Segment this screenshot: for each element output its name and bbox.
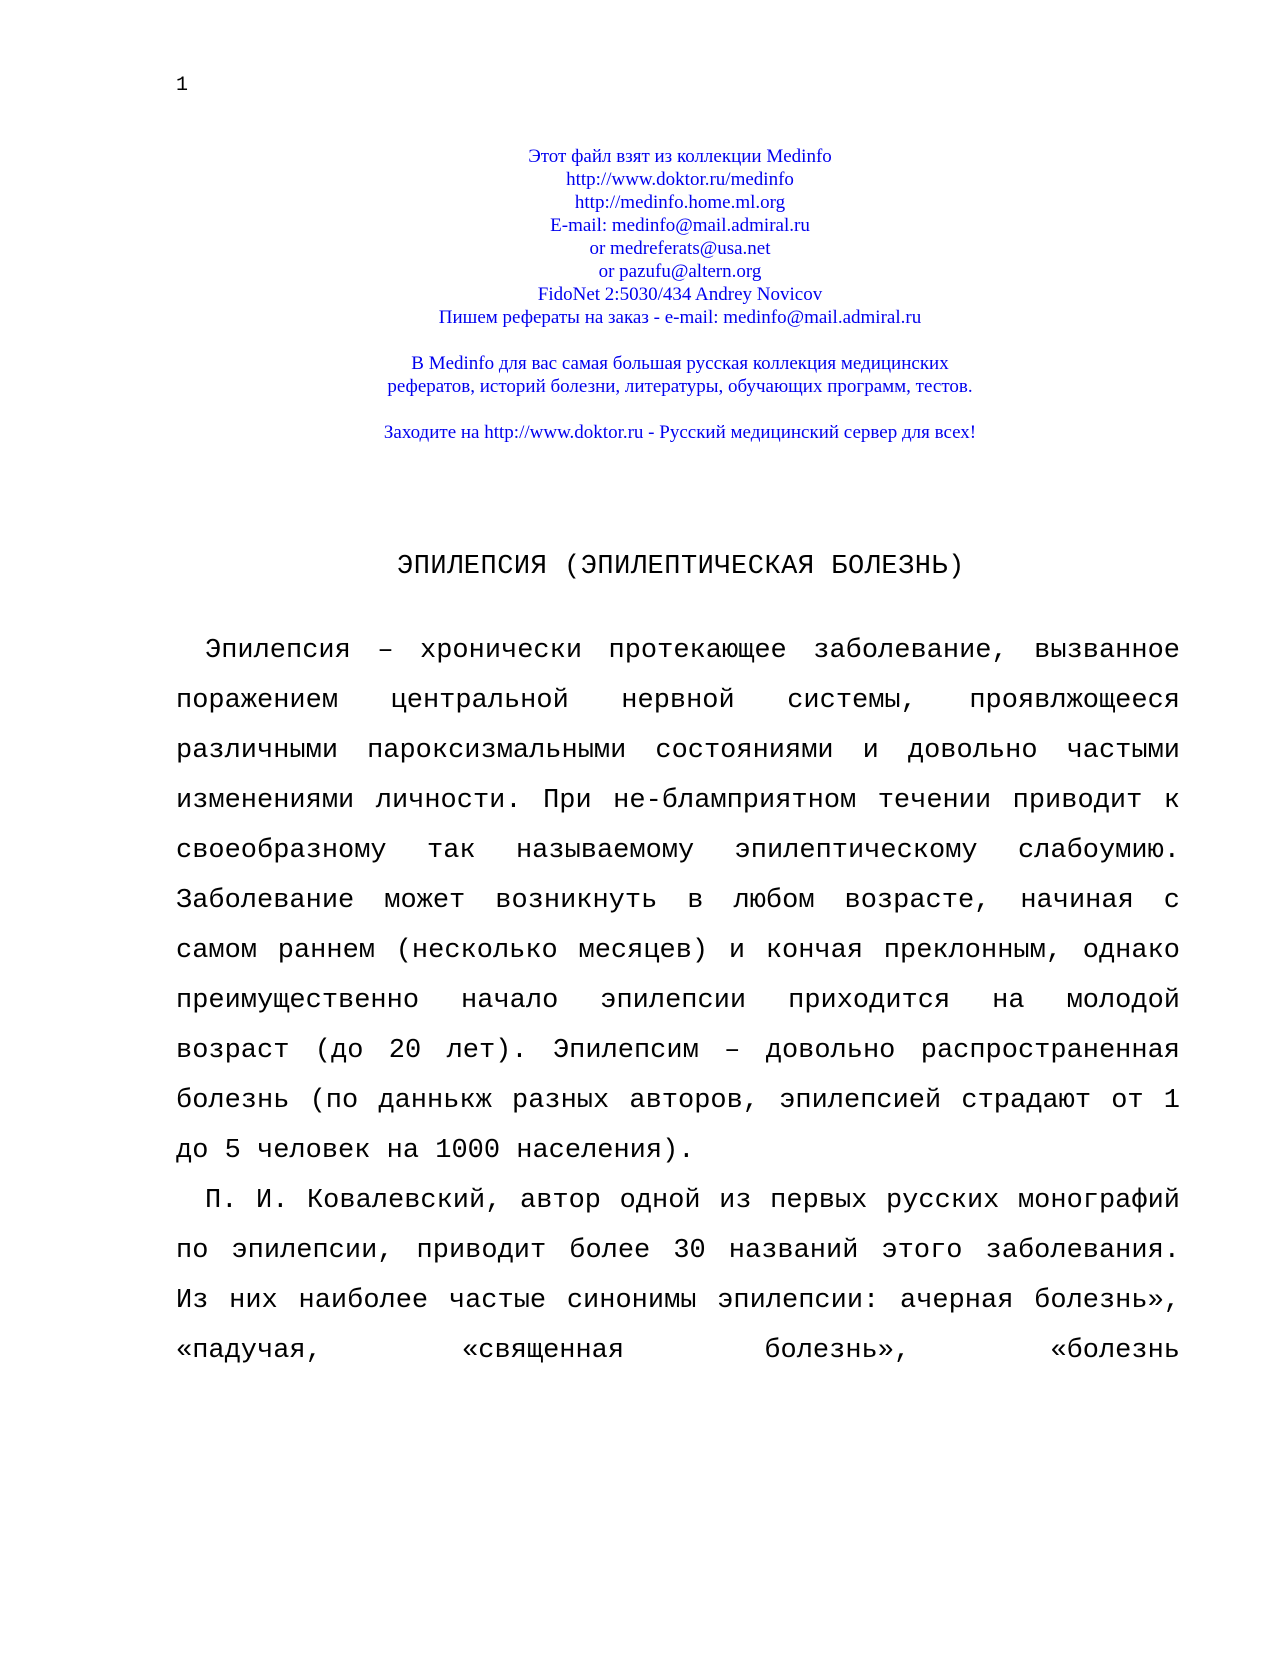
header-spacer [0, 329, 1280, 352]
header-link[interactable]: http://medinfo.home.ml.org [574, 192, 786, 213]
header-line: Пишем рефераты на заказ - e-mail: medinfo@mail.admiral.ru [438, 307, 922, 328]
header-line: FidoNet 2:5030/434 Andrey Novicov [537, 284, 823, 305]
document-title: ЭПИЛЕПСИЯ (ЭПИЛЕПТИЧЕСКАЯ БОЛЕЗНЬ) [397, 552, 965, 582]
header-email[interactable]: or pazufu@altern.org [598, 261, 762, 282]
header-line: Заходите на http://www.doktor.ru - Русский медицинский сервер для всех! [383, 422, 977, 443]
header-line: Этот файл взят из коллекции Medinfo [528, 146, 832, 167]
header-link[interactable]: http://www.doktor.ru/medinfo [566, 169, 794, 190]
page-number: 1 [176, 74, 189, 97]
header-email[interactable]: E-mail: medinfo@mail.admiral.ru [550, 215, 810, 236]
source-header [0, 145, 1280, 444]
header-email[interactable]: or medreferats@usa.net [589, 238, 771, 259]
header-spacer [0, 398, 1280, 421]
paragraph: Эпилепсия – хронически протекающее заболевание, вызванное поражением центральной нервной системы, проявлжощееся различными пароксизмальными состояниями и довольно частыми изменениями личности. При не-бламприятном течении приводит к своеобразному так называемому эпилептическому слабоумию. Заболевание может возникнуть в любом возрасте, начиная с самом раннем (несколько месяцев) и кончая преклонным, однако преимущественно начало эпилепсии приходится на молодой возраст (до 20 лет). Эпилепсим – довольно распространенная болезнь (по даннькж разных авторов, эпилепсией страдают от 1 до 5 человек на 1000 населения). [176, 636, 1180, 1166]
header-line: рефератов, историй болезни, литературы, обучающих программ, тестов. [387, 376, 973, 397]
document-body [176, 626, 1180, 1376]
paragraph: П. И. Ковалевский, автор одной из первых русских монографий по эпилепсии, приводит более 30 названий этого заболевания. Из них наиболее частые синонимы эпилепсии: ачерная болезнь», «падучая, «священная болезнь», «болезнь [176, 1186, 1180, 1366]
header-line: В Medinfo для вас самая большая русская коллекция медицинских [411, 353, 949, 374]
